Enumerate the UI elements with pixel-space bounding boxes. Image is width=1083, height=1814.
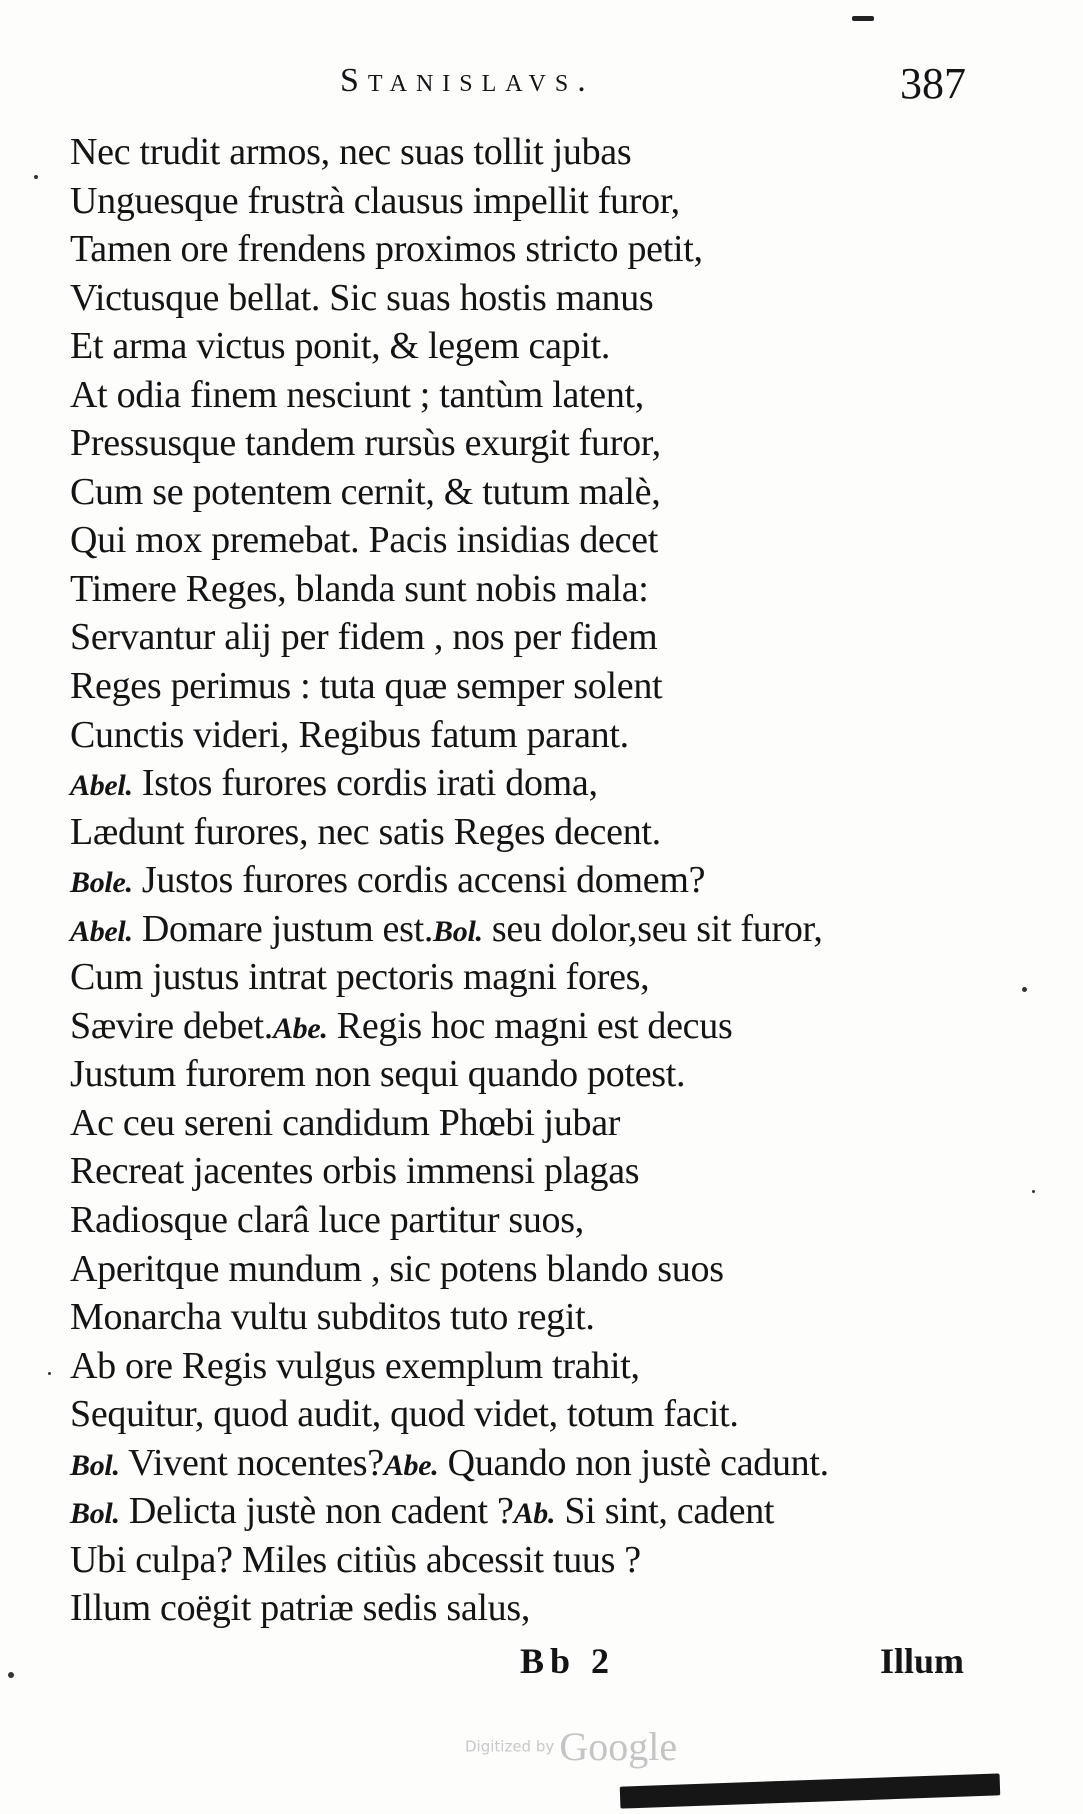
speaker-label: Abel.	[70, 914, 133, 948]
verse-line	[70, 516, 1000, 565]
verse-text: Qui mox premebat. Pacis insidias decet	[70, 519, 659, 562]
verse-line	[70, 1002, 1000, 1051]
verse-text: Delicta justè non cadent ?	[128, 1490, 514, 1533]
ink-mark	[852, 16, 874, 21]
verse-line	[70, 177, 1000, 226]
verse-line	[70, 322, 1000, 371]
verse-text: At odia finem nesciunt ; tantùm latent,	[70, 373, 644, 416]
verse-text: Timere Reges, blanda sunt nobis mala:	[70, 567, 649, 610]
verse-line	[70, 1536, 1000, 1585]
ink-speck	[48, 1372, 51, 1375]
ink-speck	[8, 1672, 14, 1678]
google-logo: Google	[559, 1724, 678, 1769]
verse-line	[70, 1147, 1000, 1196]
verse-line	[70, 759, 1000, 808]
verse-line	[70, 711, 1000, 760]
speaker-label: Bol.	[70, 1448, 120, 1482]
verse-line	[70, 1196, 1000, 1245]
verse-text: Servantur alij per fidem , nos per fidem	[70, 616, 658, 659]
verse-text: Unguesque frustrà clausus impellit furor,	[70, 179, 680, 222]
verse-line	[70, 856, 1000, 905]
verse-line	[70, 1487, 1000, 1536]
verse-line	[70, 1293, 1000, 1342]
catchword: Illum	[880, 1641, 965, 1681]
verse-line	[70, 1439, 1000, 1488]
verse-line	[70, 953, 1000, 1002]
speaker-label: Bole.	[70, 866, 133, 900]
verse-text: Quando non justè cadunt.	[447, 1441, 829, 1484]
verse-text: Ac ceu sereni candidum Phœbi jubar	[70, 1101, 621, 1144]
speaker-label: Abe.	[383, 1448, 439, 1482]
verse-text: Si sint, cadent	[564, 1490, 775, 1533]
verse-text: Ubi culpa? Miles citiùs abcessit tuus ?	[70, 1538, 641, 1581]
verse-text: seu dolor,seu sit furor,	[491, 907, 823, 950]
verse-line	[70, 128, 1000, 177]
ink-speck	[34, 175, 38, 179]
verse-text: Illum coëgit patriæ sedis salus,	[70, 1587, 531, 1630]
verse-text: Regis hoc magni est decus	[336, 1004, 733, 1047]
verse-text: Radiosque clarâ luce partitur suos,	[70, 1199, 584, 1242]
verse-line	[70, 1099, 1000, 1148]
verse-text: Cunctis videri, Regibus fatum parant.	[70, 713, 629, 756]
scan-edge-shadow	[620, 1773, 1001, 1808]
verse-line	[70, 1245, 1000, 1294]
verse-text: Sequitur, quod audit, quod videt, totum facit.	[70, 1393, 739, 1436]
verse-line	[70, 662, 1000, 711]
verse-line	[70, 274, 1000, 323]
verse-line	[70, 808, 1000, 857]
ink-speck	[1022, 987, 1027, 992]
verse-text: Vivent nocentes?	[128, 1441, 384, 1484]
verse-text: Istos furores cordis irati doma,	[141, 762, 598, 805]
speaker-label: Ab.	[513, 1497, 556, 1531]
verse-text: Justos furores cordis accensi domem?	[141, 859, 706, 902]
verse-text: Victusque bellat. Sic suas hostis manus	[70, 276, 654, 319]
page-number: 387	[900, 59, 966, 108]
verse-line	[70, 371, 1000, 420]
verse-text: Cum justus intrat pectoris magni fores,	[70, 956, 650, 999]
verse-text: Pressusque tandem rursùs exurgit furor,	[70, 422, 661, 465]
verse-line	[70, 1584, 1000, 1633]
verse-text: Domare justum est.	[141, 907, 434, 950]
speaker-label: Abel.	[70, 769, 133, 803]
verse-line	[70, 1342, 1000, 1391]
verse-text: Ab ore Regis vulgus exemplum trahit,	[70, 1344, 640, 1387]
speaker-label: Bol.	[70, 1497, 120, 1531]
verse-text: Justum furorem non sequi quando potest.	[70, 1053, 686, 1096]
verse-text: Et arma victus ponit, & legem capit.	[70, 325, 611, 368]
verse-text: Sævire debet.	[70, 1004, 273, 1047]
verse-line	[70, 468, 1000, 517]
verse-line	[70, 565, 1000, 614]
speaker-label: Bol.	[433, 914, 483, 948]
signature-mark: Bb 2	[520, 1641, 616, 1681]
verse-body	[70, 128, 1000, 1633]
watermark-prefix: Digitized by	[465, 1737, 555, 1756]
verse-text: Lædunt furores, nec satis Reges decent.	[70, 810, 661, 853]
verse-line	[70, 1050, 1000, 1099]
digitized-by-watermark	[465, 1723, 677, 1770]
running-head: Stanislavs.	[340, 62, 595, 99]
verse-line	[70, 225, 1000, 274]
verse-text: Reges perimus : tuta quæ semper solent	[70, 665, 663, 708]
verse-text: Monarcha vultu subditos tuto regit.	[70, 1296, 595, 1339]
ink-speck	[1032, 1190, 1035, 1193]
verse-text: Aperitque mundum , sic potens blando suos	[70, 1247, 724, 1290]
verse-line	[70, 1390, 1000, 1439]
verse-line	[70, 419, 1000, 468]
speaker-label: Abe.	[272, 1011, 328, 1045]
verse-text: Cum se potentem cernit, & tutum malè,	[70, 470, 661, 513]
verse-text: Nec trudit armos, nec suas tollit jubas	[70, 131, 632, 173]
verse-text: Tamen ore frendens proximos stricto petit,	[70, 228, 703, 271]
verse-line	[70, 905, 1000, 954]
verse-line	[70, 613, 1000, 662]
verse-text: Recreat jacentes orbis immensi plagas	[70, 1150, 640, 1193]
